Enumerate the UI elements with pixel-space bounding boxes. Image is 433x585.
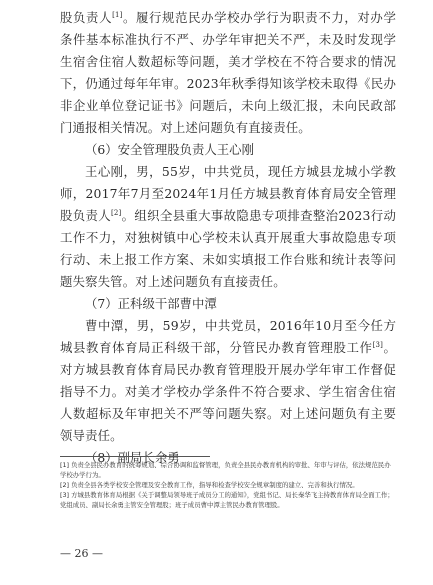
- paragraph-3-tail: 。对方城县教育体育局民办教育管理股开展办学年审工作督促指导不力。对美才学校办学条件不符合要求、学生宿舍住宿人数超标及年审把关不严等问题失察。对上述问题负有主要领导责任。: [60, 340, 396, 443]
- footnote-ref-2[interactable]: [2]: [111, 208, 122, 217]
- footnote-2: [2] 负责全县各类学校安全管理及安全教育工作，指导和检查学校安全规章制度的建立、完善和执行情况。: [60, 481, 359, 489]
- paragraph-1: [60, 7, 396, 139]
- paragraph-2-tail: 。组织全县重大事故隐患专项排查整治2023行动工作不力，对独树镇中心学校未认真开展重大事故隐患专项行动、未上报工作方案、未如实填报工作台账和统计表等问题失察失管。对上述问题负有直接责任。: [60, 208, 397, 289]
- section-heading-8: （8）副局长余勇: [85, 450, 180, 465]
- footnote-1: [1] 负责全县民办教育的统筹规划、综合协调和监督管理，负责全县民办教育机构的审批、年审与评估，依法规范民办学校办学行为。: [60, 461, 391, 479]
- footnote-ref-1[interactable]: [1]: [112, 10, 123, 19]
- footnote-divider: [60, 456, 210, 457]
- section-heading-6: （6）安全管理股负责人王心刚: [85, 142, 254, 157]
- footnote-3: [3] 方城县教育体育局根据《关于调整局领导班子成员分工的通知》，党组书记、局长秦华飞主持教育体育局全面工作；党组成员、副局长余勇主管安全管理股；班子成员曹中潭主管民办教育管理股。: [60, 491, 394, 509]
- section-heading-7: （7）正科级干部曹中潭: [85, 296, 217, 311]
- footnotes: [60, 460, 396, 510]
- paragraph-3: [60, 315, 396, 447]
- paragraph-2-text: 王心刚，男，55岁，中共党员，现任方城县龙城小学教师，2017年7月至2024年1月任方城县教育体育局安全管理股负责人: [60, 164, 396, 223]
- page-number: — 26 —: [60, 547, 103, 560]
- paragraph-1-text: 股负责人: [60, 10, 113, 25]
- paragraph-1-tail: 。履行规范民办学校办学行为职责不力，对办学条件基本标准执行不严、办学年审把关不严，未及时发现学生宿舍住宿人数超标等问题，美才学校在不符合要求的情况下，仍通过每年年审。2023年秋季得知该学校未取得《民办非企业单位登记证书》问题后，未向上级汇报，未向民政部门通报相关情况。对上述问题负有直接责任。: [60, 10, 396, 135]
- paragraph-2: [60, 161, 396, 293]
- footnote-ref-3[interactable]: [3]: [372, 340, 383, 349]
- body-text: [60, 7, 396, 469]
- paragraph-3-text: 曹中潭，男，59岁，中共党员，2016年10月至今任方城县教育体育局正科级干部，分管民办教育管理股工作: [60, 318, 396, 355]
